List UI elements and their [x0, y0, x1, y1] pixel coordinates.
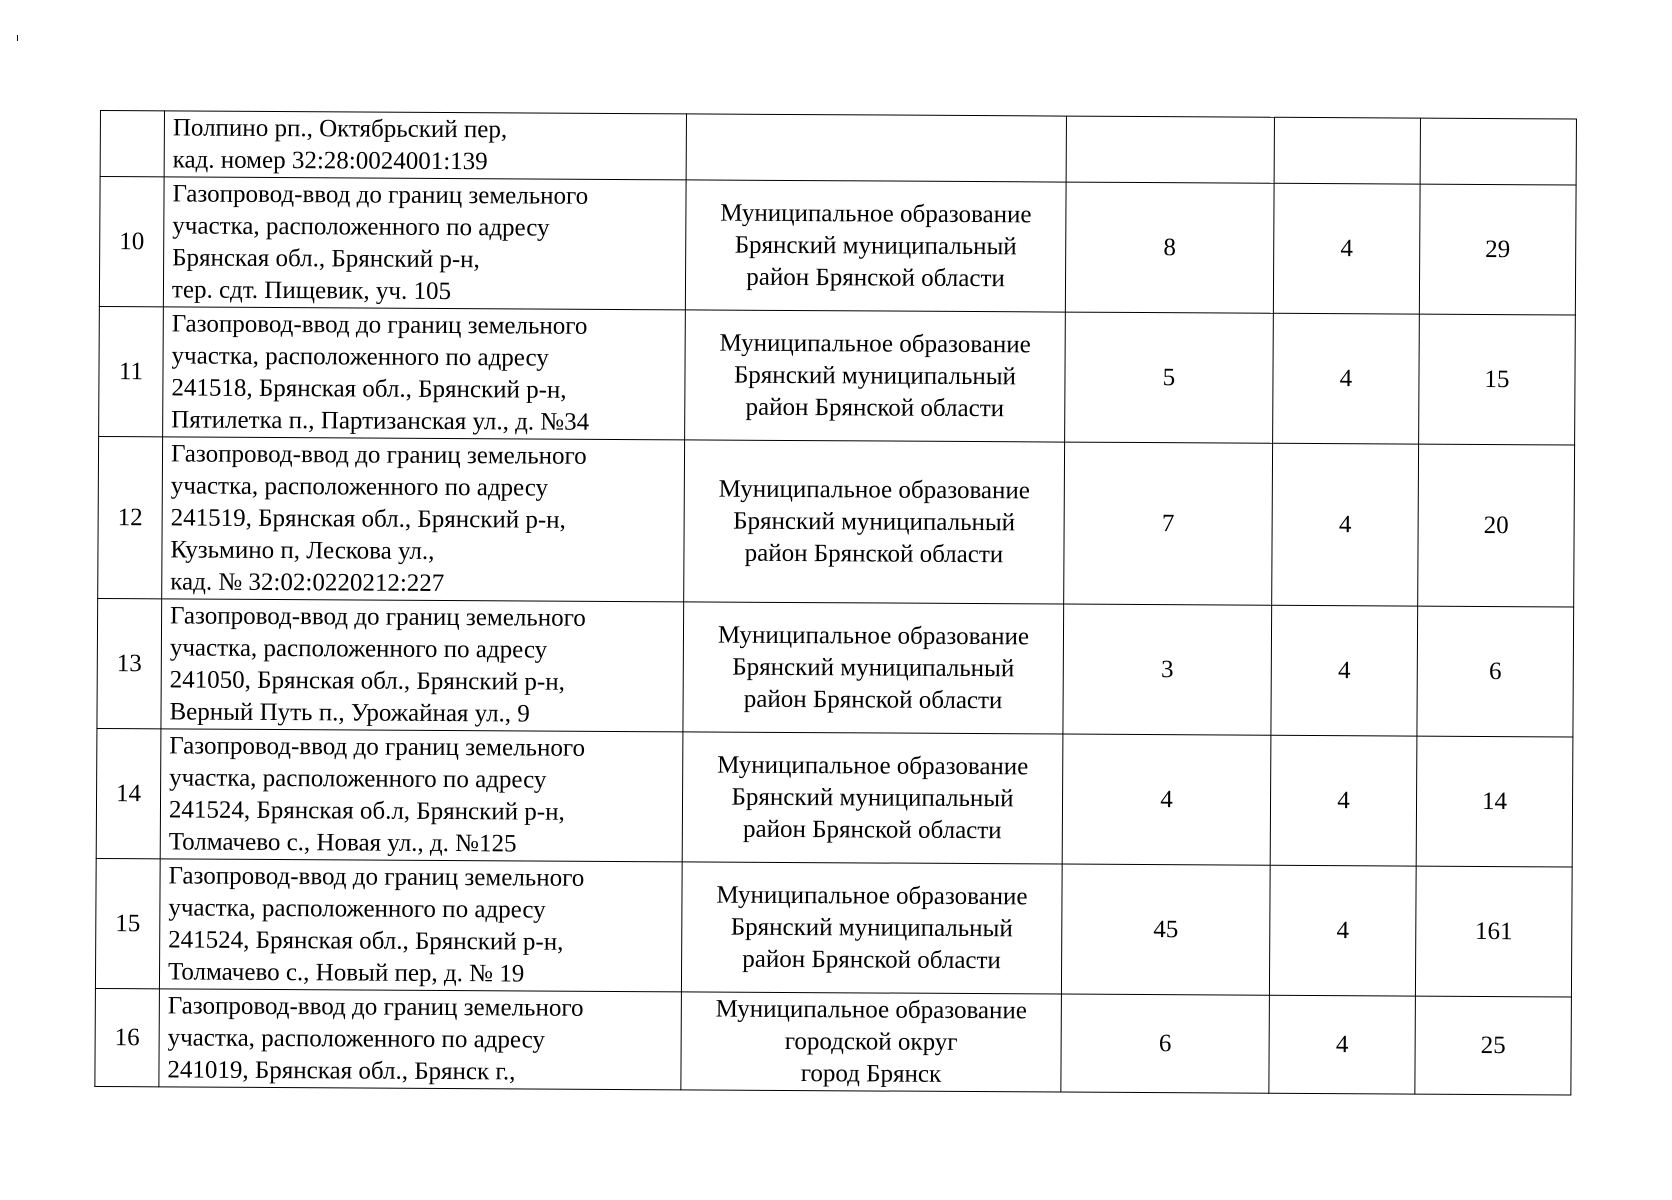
value-1: 8: [1065, 182, 1274, 313]
value-1: [1066, 116, 1274, 183]
value-2: 4: [1269, 865, 1416, 996]
object-description: Полпино рп., Октябрьский пер, кад. номер 32:28:0024001:139: [164, 111, 686, 180]
owner-cell: Муниципальное образование Брянский муниципальный район Брянской области: [685, 310, 1066, 442]
value-3: 20: [1418, 444, 1575, 607]
value-1: 5: [1065, 312, 1274, 443]
value-3: 25: [1415, 996, 1572, 1095]
value-2: 4: [1273, 313, 1420, 444]
row-number: 13: [97, 598, 162, 728]
value-2: 4: [1272, 443, 1419, 606]
object-description: Газопровод-ввод до границ земельного участка, расположенного по адресу 241019, Брянская обл., Брянск г.,: [159, 989, 682, 1090]
object-description: Газопровод-ввод до границ земельного участка, расположенного по адресу 241519, Брянская обл., Брянский р-н, Кузьмино п, Лескова ул., кад. № 32:02:0220212:227: [162, 437, 685, 602]
owner-cell: Муниципальное образование городской округ город Брянск: [681, 992, 1062, 1092]
gas-pipeline-table: [94, 110, 1577, 1095]
row-number: 15: [95, 858, 160, 988]
owner-cell: [686, 114, 1066, 182]
value-3: 161: [1415, 866, 1572, 997]
row-number: 16: [95, 988, 160, 1086]
table-row: [100, 111, 1576, 186]
row-number: 11: [99, 306, 164, 436]
object-description: Газопровод-ввод до границ земельного участка, расположенного по адресу 241050, Брянская обл., Брянский р-н, Верный Путь п., Урожайная ул., 9: [161, 599, 684, 732]
value-2: 4: [1270, 735, 1417, 866]
object-description: Газопровод-ввод до границ земельного участка, расположенного по адресу 241524, Брянская обл., Брянский р-н, Толмачево с., Новый пер, д. № 19: [159, 859, 682, 992]
table-row: [98, 436, 1575, 606]
row-number: 12: [98, 436, 163, 598]
row-number: 14: [96, 728, 161, 858]
owner-cell: Муниципальное образование Брянский муниципальный район Брянской области: [681, 862, 1062, 994]
value-1: 4: [1062, 734, 1271, 865]
value-3: 15: [1419, 314, 1576, 445]
value-1: 45: [1061, 864, 1270, 995]
value-2: 4: [1273, 183, 1420, 314]
table-row: [96, 728, 1573, 866]
value-3: 29: [1419, 184, 1576, 315]
table-row: [99, 306, 1576, 444]
table-row: [99, 177, 1576, 315]
value-3: 14: [1416, 736, 1573, 867]
value-3: 6: [1417, 606, 1574, 737]
value-1: 7: [1064, 442, 1273, 605]
value-2: 4: [1271, 605, 1418, 736]
owner-cell: Муниципальное образование Брянский муниципальный район Брянской области: [685, 180, 1066, 312]
value-2: 4: [1269, 995, 1416, 1094]
table-row: [97, 598, 1574, 736]
value-1: 3: [1063, 604, 1272, 735]
object-description: Газопровод-ввод до границ земельного участка, расположенного по адресу 241518, Брянская обл., Брянский р-н, Пятилетка п., Партизанская ул., д. №34: [163, 307, 686, 440]
owner-cell: Муниципальное образование Брянский муниципальный район Брянской области: [684, 440, 1065, 604]
object-description: Газопровод-ввод до границ земельного участка, расположенного по адресу Брянская обл., Брянский р-н, тер. сдт. Пищевик, уч. 105: [163, 177, 686, 310]
object-description: Газопровод-ввод до границ земельного участка, расположенного по адресу 241524, Брянская об.л, Брянский р-н, Толмачево с., Новая ул., д. №125: [160, 729, 683, 862]
table-row: [95, 988, 1572, 1094]
value-1: 6: [1061, 994, 1270, 1093]
row-number: 10: [99, 177, 164, 307]
owner-cell: Муниципальное образование Брянский муниципальный район Брянской области: [682, 732, 1063, 864]
value-2: [1274, 117, 1420, 184]
owner-cell: Муниципальное образование Брянский муниципальный район Брянской области: [683, 602, 1064, 734]
table-row: [95, 858, 1572, 996]
value-3: [1420, 118, 1576, 185]
scan-mark: [17, 35, 18, 41]
row-number: [100, 111, 164, 177]
